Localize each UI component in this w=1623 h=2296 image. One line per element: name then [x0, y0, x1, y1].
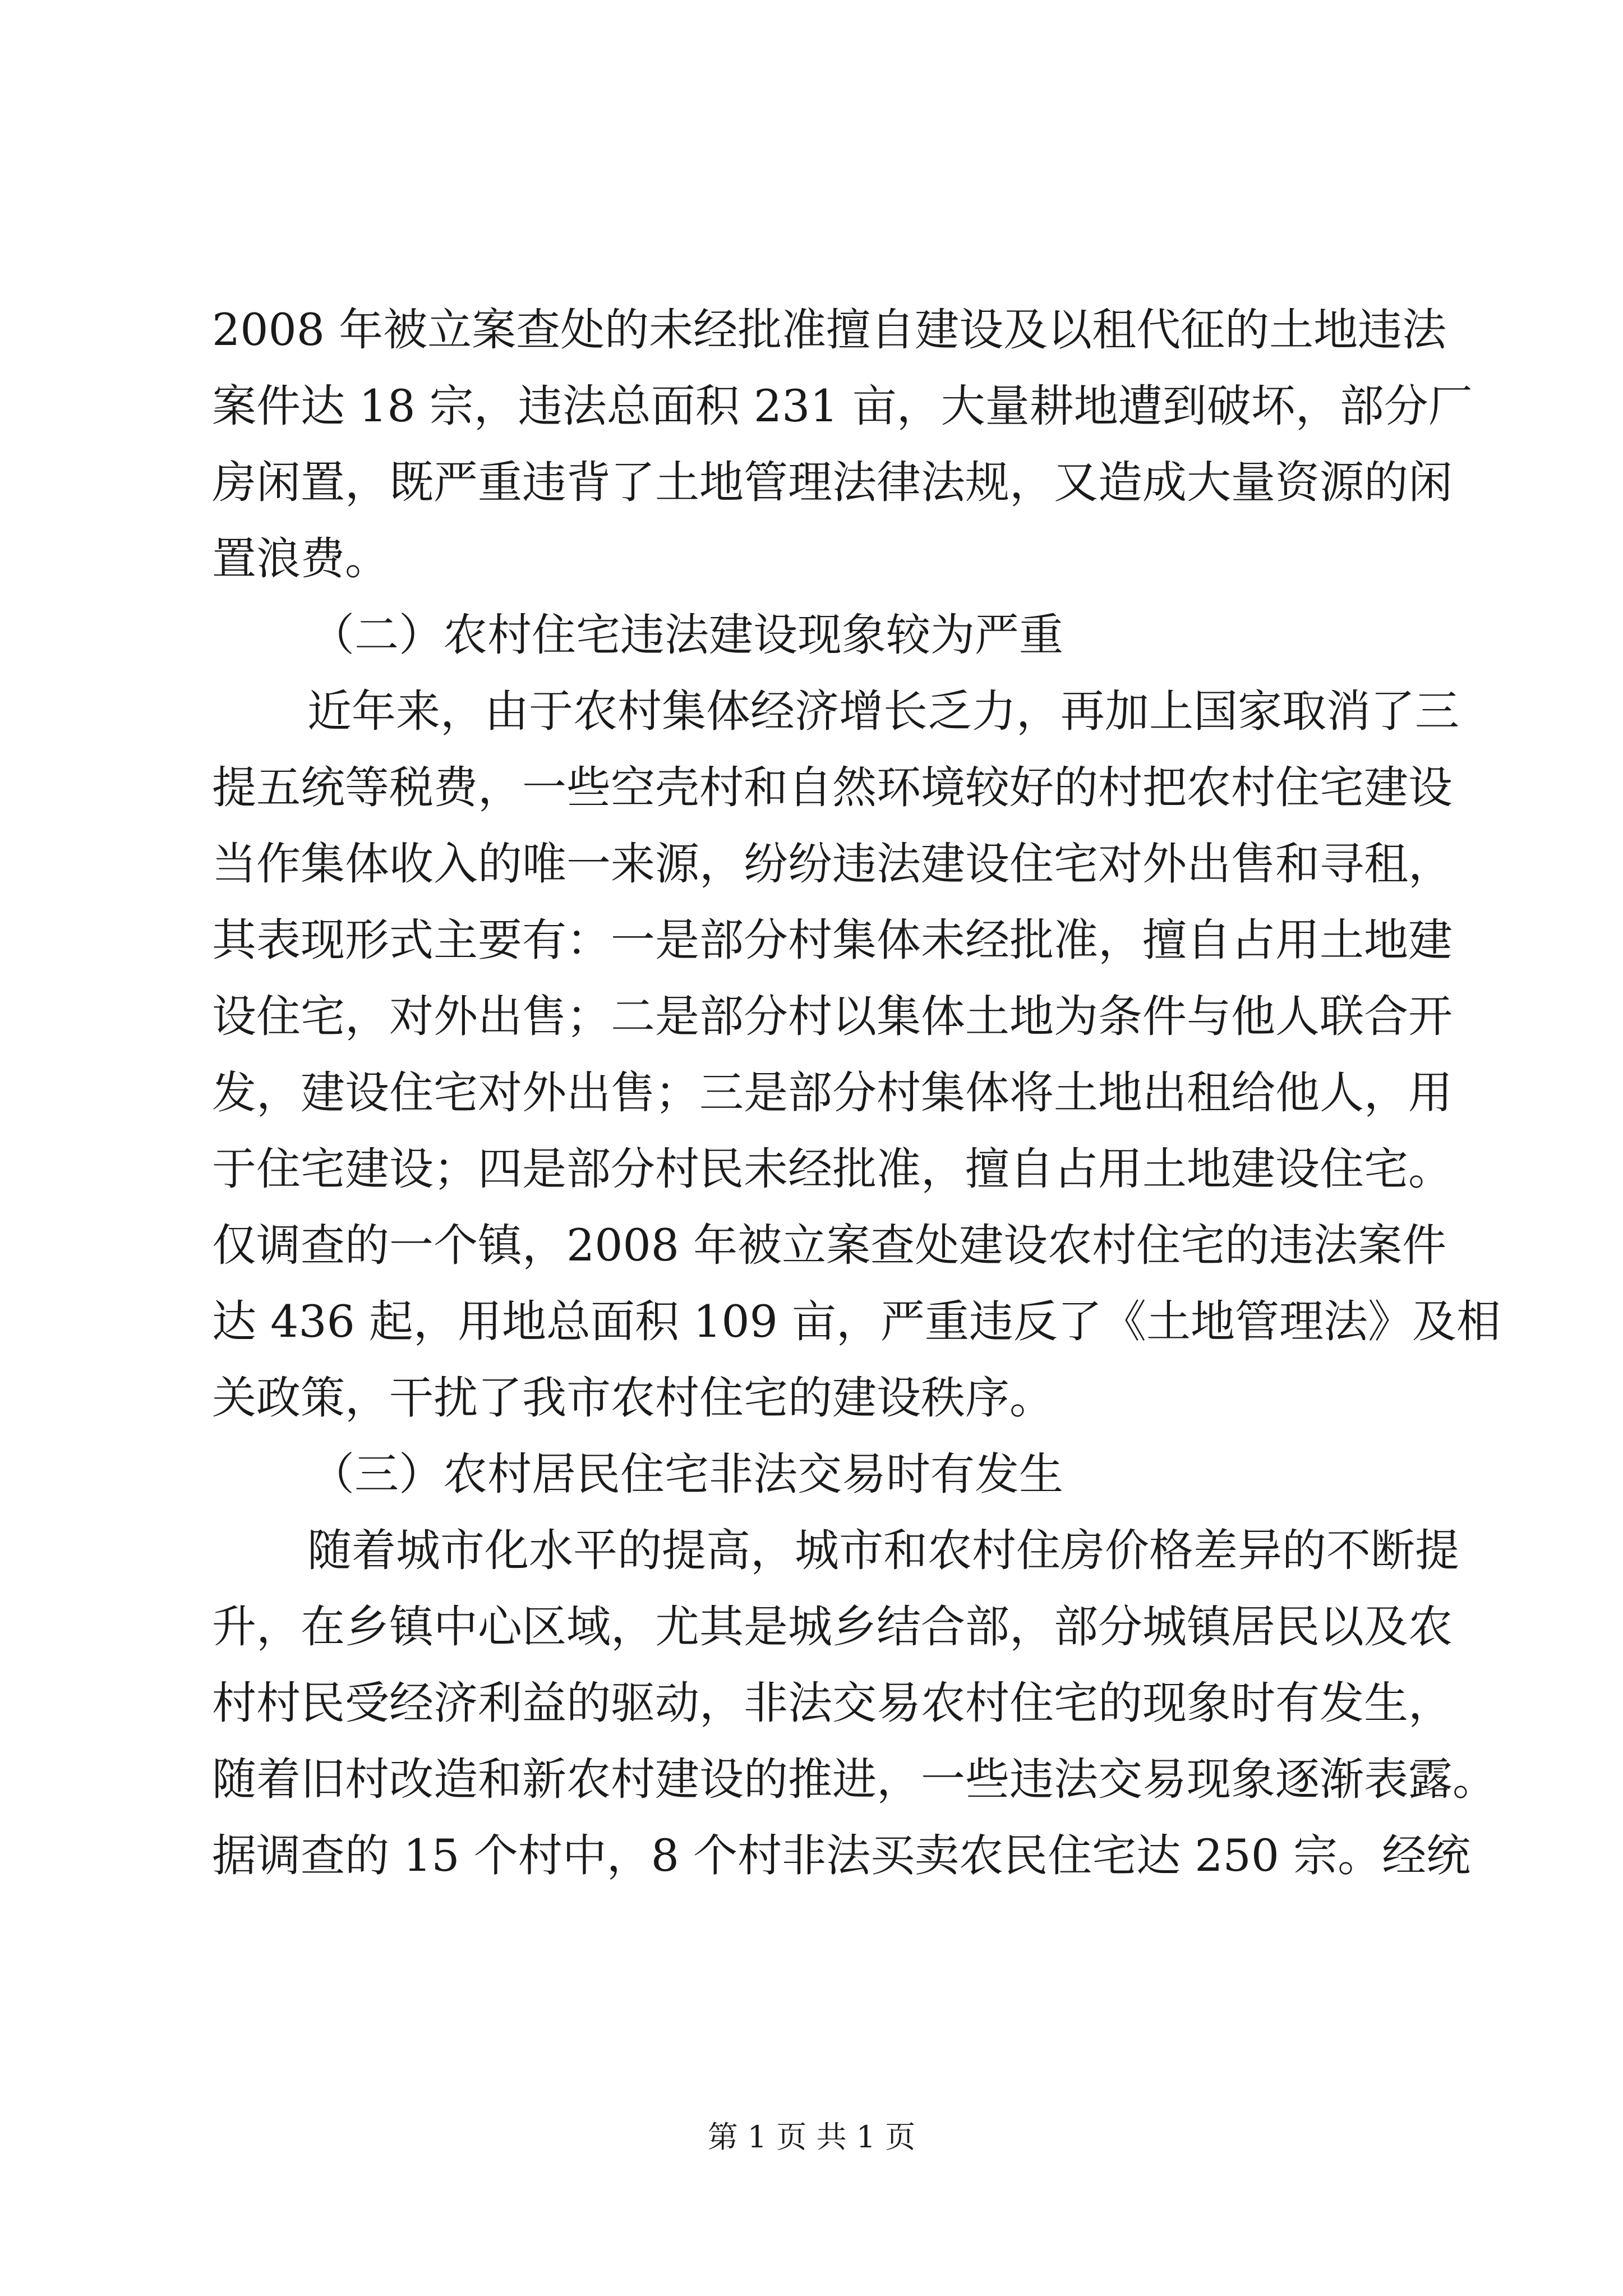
body-text [212, 292, 1501, 1894]
paragraph-line: 设住宅，对外出售；二是部分村以集体土地为条件与他人联合开 [212, 991, 1453, 1042]
section-heading-3: （三）农村居民住宅非法交易时有发生 [310, 1448, 1063, 1500]
paragraph-line: 随着旧村改造和新农村建设的推进，一些违法交易现象逐渐表露。 [212, 1754, 1497, 1805]
paragraph-line: 房闲置，既严重违背了土地管理法律法规，又造成大量资源的闲 [212, 457, 1453, 508]
paragraph-line: 置浪费。 [212, 533, 389, 585]
paragraph-line: 达 436 起，用地总面积 109 亩，严重违反了《土地管理法》及相 [212, 1296, 1501, 1347]
paragraph-line: 发，建设住宅对外出售；三是部分村集体将土地出租给他人，用 [212, 1067, 1453, 1119]
paragraph-line: 据调查的 15 个村中，8 个村非法买卖农民住宅达 250 宗。经统 [212, 1830, 1471, 1881]
paragraph-line: 近年来，由于农村集体经济增长乏力，再加上国家取消了三 [307, 685, 1459, 737]
section-heading-2: （二）农村住宅违法建设现象较为严重 [310, 609, 1063, 661]
paragraph-line: 其表现形式主要有：一是部分村集体未经批准，擅自占用土地建 [212, 914, 1453, 966]
paragraph-line: 关政策，干扰了我市农村住宅的建设秩序。 [212, 1372, 1054, 1424]
page-footer: 第 1 页 共 1 页 [707, 2119, 916, 2155]
paragraph-line: 随着城市化水平的提高，城市和农村住房价格差异的不断提 [307, 1525, 1459, 1576]
paragraph-line: 2008 年被立案查处的未经批准擅自建设及以租代征的土地违法 [212, 304, 1447, 356]
paragraph-line: 仅调查的一个镇，2008 年被立案查处建设农村住宅的违法案件 [212, 1220, 1447, 1271]
paragraph-line: 升，在乡镇中心区域，尤其是城乡结合部，部分城镇居民以及农 [212, 1601, 1453, 1653]
paragraph-line: 当作集体收入的唯一来源，纷纷违法建设住宅对外出售和寻租， [212, 838, 1453, 890]
paragraph-line: 于住宅建设；四是部分村民未经批准，擅自占用土地建设住宅。 [212, 1143, 1453, 1195]
paragraph-line: 案件达 18 宗，违法总面积 231 亩，大量耕地遭到破坏，部分厂 [212, 380, 1473, 432]
paragraph-line: 村村民受经济利益的驱动，非法交易农村住宅的现象时有发生， [212, 1677, 1453, 1729]
paragraph-line: 提五统等税费，一些空壳村和自然环境较好的村把农村住宅建设 [212, 762, 1453, 813]
